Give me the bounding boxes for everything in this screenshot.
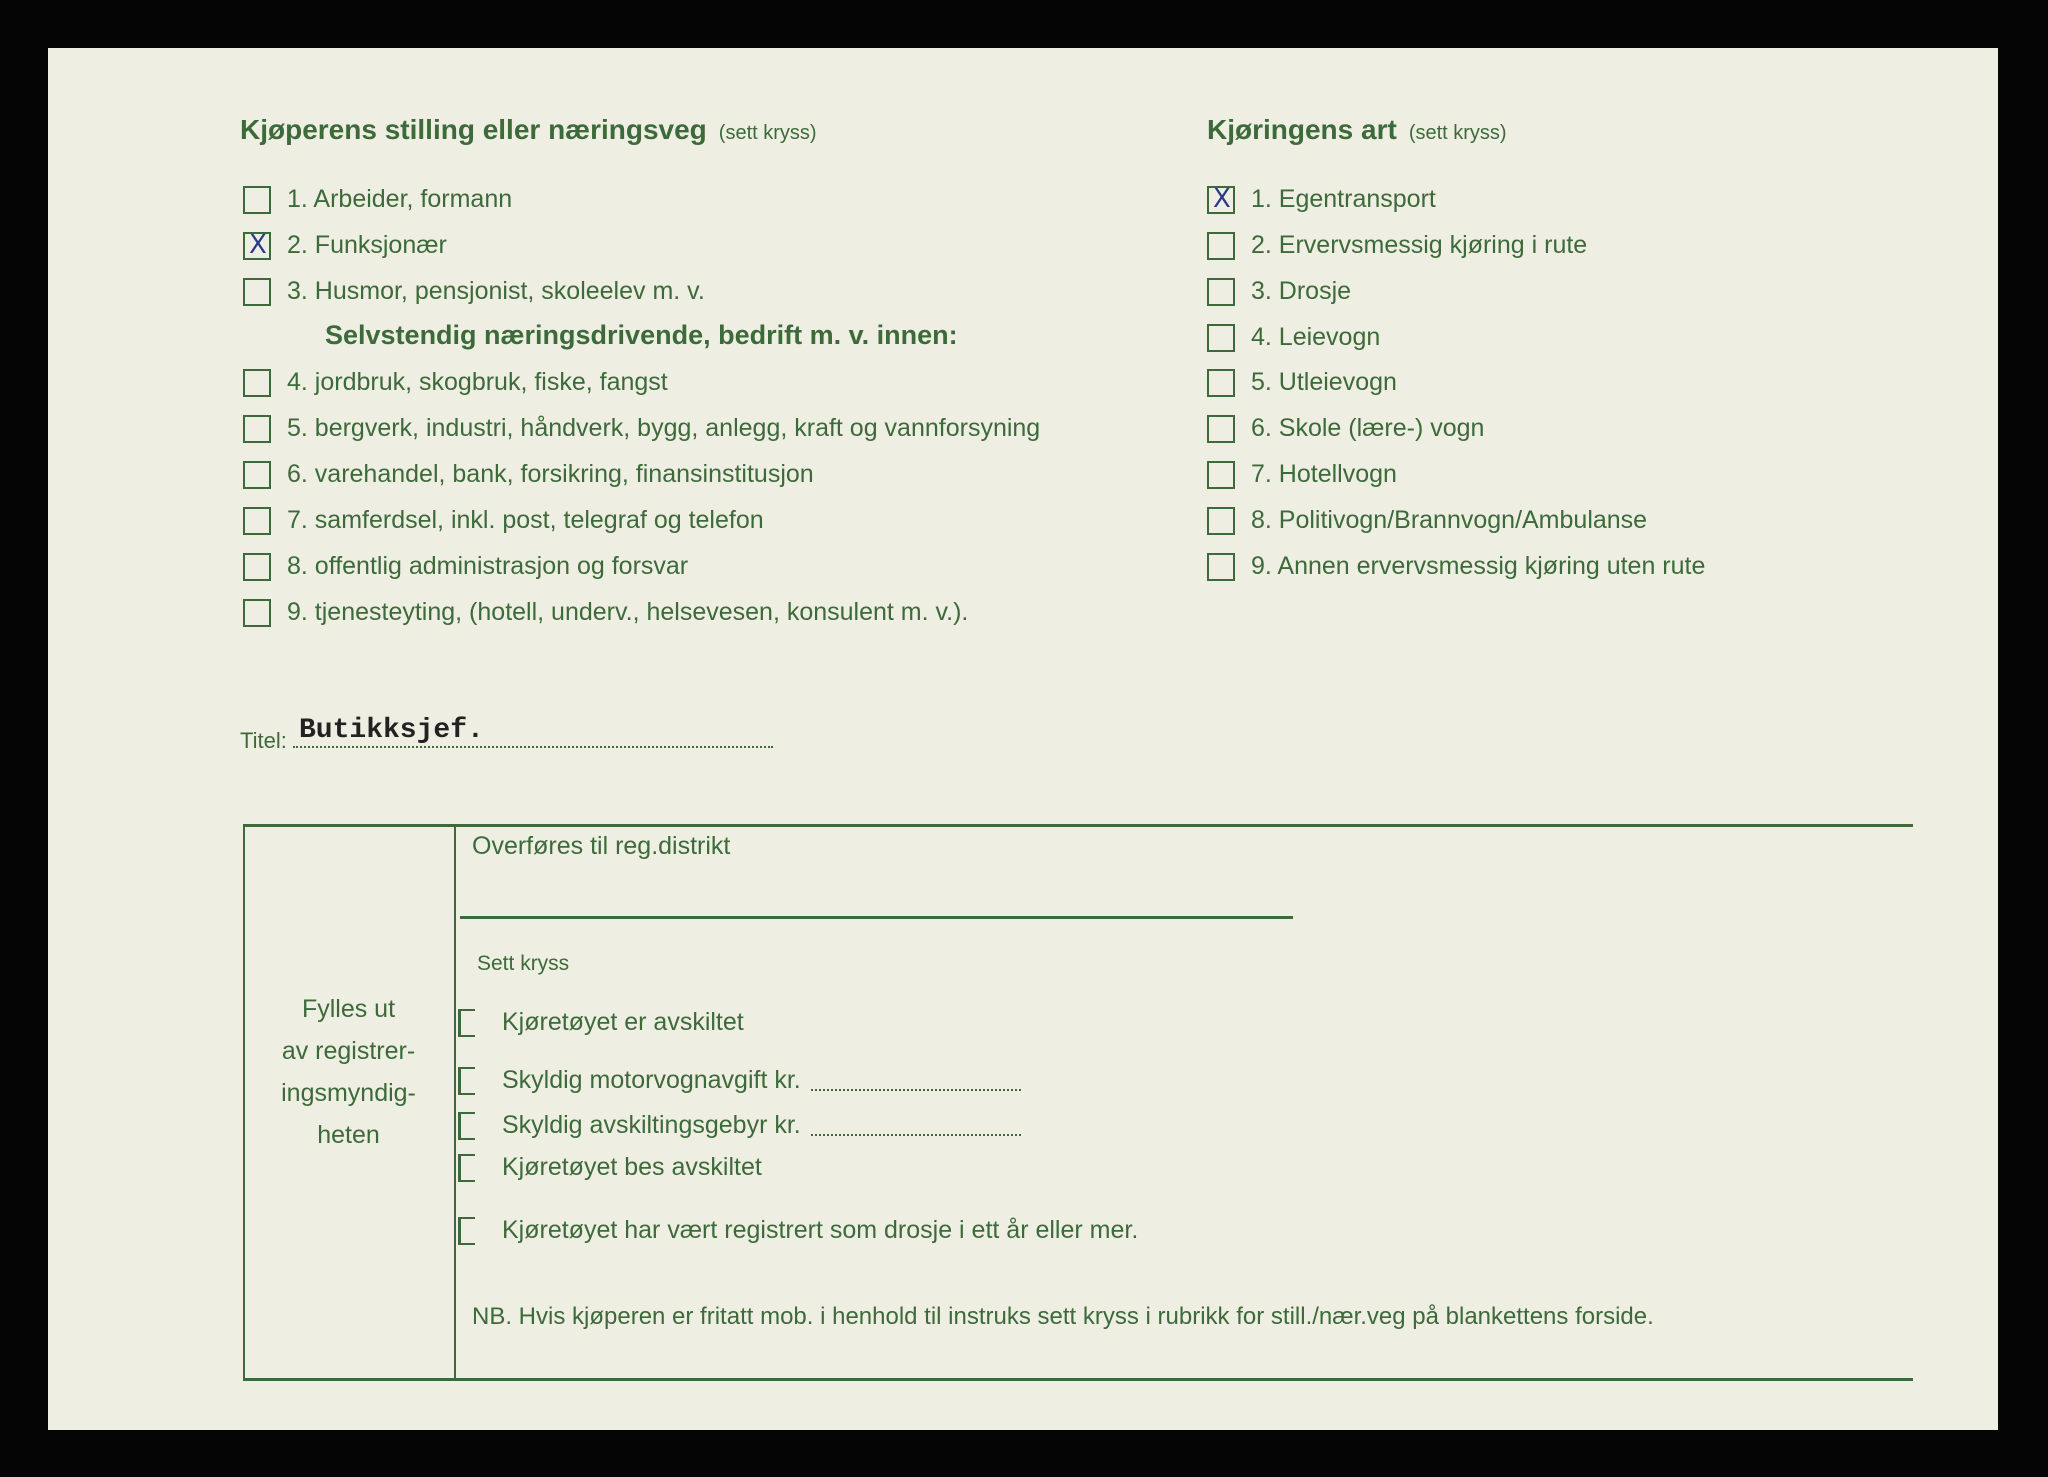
checkbox[interactable] [1207,553,1235,581]
heading-note: (sett kryss) [1408,122,1507,144]
checkbox[interactable] [458,1067,486,1095]
checkbox[interactable] [1207,507,1235,535]
title-value: Butikksjef. [298,715,484,746]
check-mark-icon: X [1213,183,1231,214]
box-top-border [243,824,1913,827]
checkbox[interactable] [1207,461,1235,489]
check-mark-icon: X [249,229,267,260]
option-label: 7. Hotellvogn [1251,460,1397,488]
driving-option-1[interactable] [1207,185,1436,214]
checkbox[interactable] [243,278,271,306]
checkbox[interactable] [243,415,271,443]
option-label: 8. offentlig administrasjon og forsvar [287,552,689,580]
checkbox[interactable] [243,369,271,397]
option-label: 6. Skole (lære-) vogn [1251,414,1485,442]
buyer-occupation-heading [240,114,817,146]
option-label: 1. Egentransport [1251,185,1436,213]
occupation-option-1[interactable] [243,185,512,214]
checkbox[interactable] [243,461,271,489]
heading-text: Kjøperens stilling eller næringsveg [240,114,707,145]
occupation-option-3[interactable] [243,277,705,306]
option-label: 2. Funksjonær [287,231,447,259]
driving-option-5[interactable] [1207,368,1397,397]
side-label-line: av registrer- [281,1037,416,1065]
checkbox[interactable] [1207,232,1235,260]
box-bottom-border [243,1378,1913,1381]
occupation-option-8[interactable] [243,552,688,581]
option-label: 2. Ervervsmessig kjøring i rute [1251,231,1588,259]
driving-option-4[interactable] [1207,323,1380,352]
checkbox[interactable] [243,229,271,260]
district-line [460,916,1293,919]
occupation-option-4[interactable] [243,368,668,397]
self-employed-subheading: Selvstendig næringsdrivende, bedrift m. v. innen: [325,320,958,350]
heading-note: (sett kryss) [718,122,817,144]
checkbox[interactable] [458,1154,486,1182]
reg-option-plate-fee[interactable] [458,1111,1021,1140]
occupation-option-6[interactable] [243,460,814,489]
driving-option-3[interactable] [1207,277,1351,306]
option-label: Kjøretøyet er avskiltet [502,1008,744,1036]
checkbox[interactable] [458,1217,486,1245]
option-label: 9. tjenesteyting, (hotell, underv., helsevesen, konsulent m. v.). [287,598,969,626]
plate-fee-amount-field[interactable] [811,1116,1021,1136]
option-label: Kjøretøyet bes avskiltet [502,1153,762,1181]
sett-kryss-label: Sett kryss [477,952,570,975]
checkbox[interactable] [1207,324,1235,352]
title-field[interactable] [240,715,773,754]
checkbox[interactable] [1207,278,1235,306]
option-label: 1. Arbeider, formann [287,185,513,213]
side-label-line: heten [317,1121,380,1149]
title-input[interactable] [293,715,773,748]
driving-option-2[interactable] [1207,231,1587,260]
motor-fee-amount-field[interactable] [811,1071,1021,1091]
option-label: Kjøretøyet har vært registrert som drosje i ett år eller mer. [502,1216,1139,1244]
option-label: 6. varehandel, bank, forsikring, finansinstitusjon [287,460,814,488]
checkbox[interactable] [243,186,271,214]
checkbox[interactable] [1207,415,1235,443]
option-label: 3. Drosje [1251,277,1352,305]
checkbox[interactable] [243,599,271,627]
option-label: Skyldig avskiltingsgebyr kr. [502,1111,801,1139]
driving-option-7[interactable] [1207,460,1397,489]
title-label: Titel: [240,728,287,753]
occupation-option-9[interactable] [243,598,968,627]
reg-option-deregistered[interactable] [458,1008,744,1037]
side-label-line: Fylles ut [301,995,396,1023]
option-label: 3. Husmor, pensjonist, skoleelev m. v. [287,277,705,305]
occupation-option-5[interactable] [243,414,1040,443]
side-label-line: ingsmyndig- [281,1079,416,1107]
checkbox[interactable] [458,1112,486,1140]
option-label: Skyldig motorvognavgift kr. [502,1066,801,1094]
checkbox[interactable] [243,553,271,581]
occupation-option-2[interactable] [243,231,447,260]
registration-authority-label [243,988,454,1156]
box-divider [454,824,456,1380]
driving-option-9[interactable] [1207,552,1705,581]
option-label: 8. Politivogn/Brannvogn/Ambulanse [1251,506,1648,534]
checkbox[interactable] [1207,183,1235,214]
nb-note: NB. Hvis kjøperen er fritatt mob. i henhold til instruks sett kryss i rubrikk for still./nær.veg på blankettens forside. [472,1303,1654,1330]
occupation-option-7[interactable] [243,506,764,535]
option-label: 9. Annen ervervsmessig kjøring uten rute [1251,552,1706,580]
driving-type-heading [1207,114,1507,146]
transfer-district-label: Overføres til reg.distrikt [472,832,731,860]
heading-text: Kjøringens art [1207,114,1397,145]
option-label: 7. samferdsel, inkl. post, telegraf og telefon [287,506,764,534]
reg-option-taxi-history[interactable] [458,1216,1138,1245]
checkbox[interactable] [1207,369,1235,397]
checkbox[interactable] [458,1009,486,1037]
reg-option-motor-fee[interactable] [458,1066,1021,1095]
option-label: 4. jordbruk, skogbruk, fiske, fangst [287,368,668,396]
option-label: 5. Utleievogn [1251,368,1397,396]
driving-option-6[interactable] [1207,414,1484,443]
option-label: 4. Leievogn [1251,323,1381,351]
reg-option-request-deregistration[interactable] [458,1153,762,1182]
option-label: 5. bergverk, industri, håndverk, bygg, anlegg, kraft og vannforsyning [287,414,1041,442]
driving-option-8[interactable] [1207,506,1647,535]
checkbox[interactable] [243,507,271,535]
